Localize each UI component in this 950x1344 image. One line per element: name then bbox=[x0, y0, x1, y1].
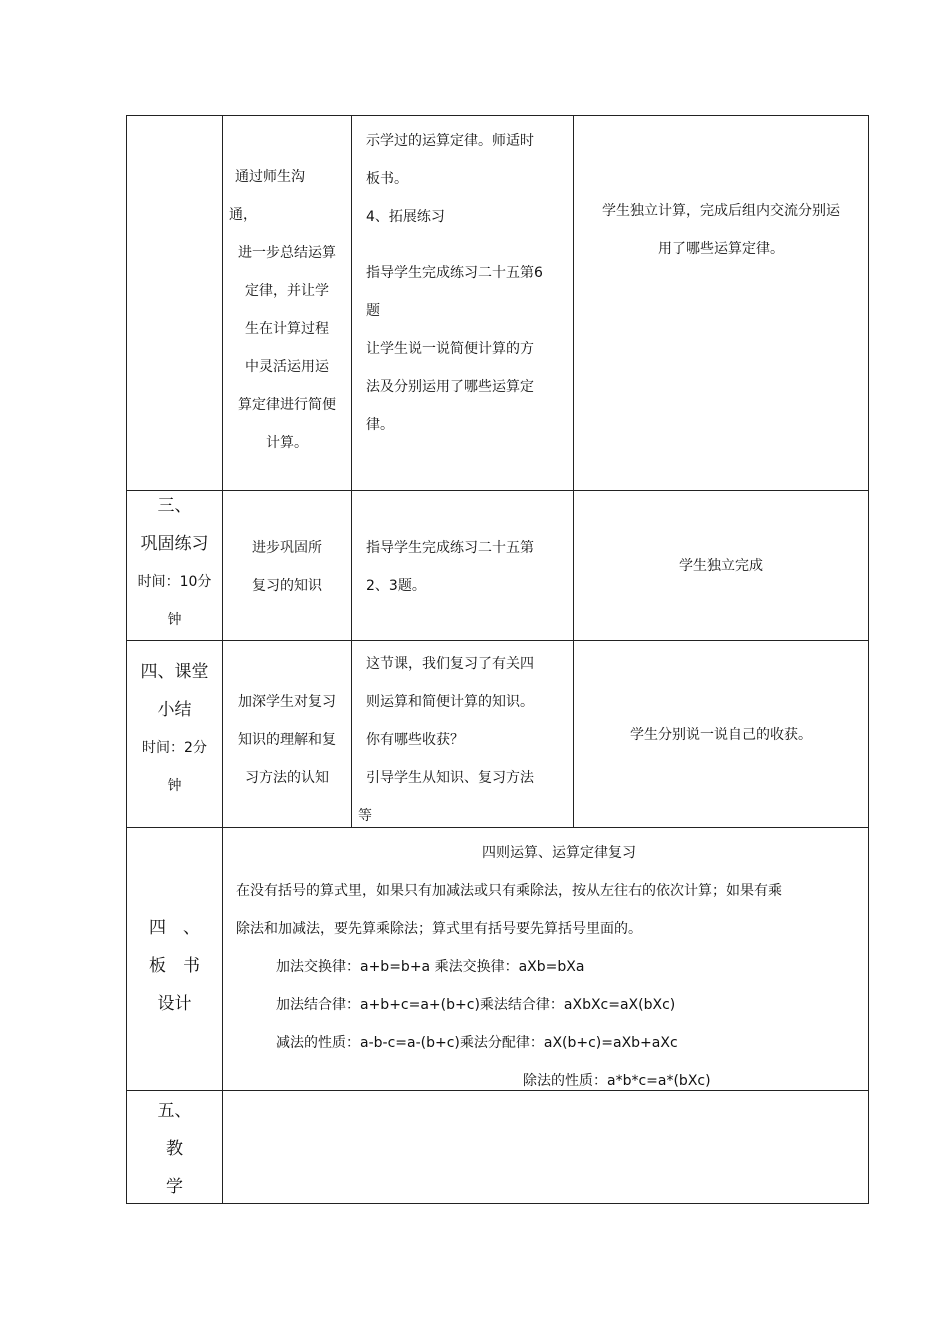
student-line: 学生独立计算，完成后组内交流分别运 bbox=[602, 203, 840, 219]
stage-line: 五、 bbox=[157, 1101, 192, 1121]
teacher-activity-cell bbox=[358, 645, 572, 835]
student-activity-cell bbox=[574, 547, 868, 585]
stage-title: 小结 bbox=[157, 700, 192, 720]
teacher-line: 题 bbox=[366, 303, 380, 319]
student-line: 用了哪些运算定律。 bbox=[658, 241, 784, 257]
goal-cell bbox=[223, 529, 351, 605]
student-line: 学生分别说一说自己的收获。 bbox=[630, 727, 812, 743]
row-divider bbox=[126, 490, 869, 491]
stage-cell bbox=[127, 909, 222, 1023]
stage-time-unit: 钟 bbox=[167, 612, 182, 628]
row-divider bbox=[126, 640, 869, 641]
goal-line: 进一步总结运算 bbox=[238, 245, 336, 261]
stage-line: 四 、 bbox=[149, 918, 200, 938]
stage-cell bbox=[127, 487, 222, 639]
teacher-line: 则运算和简便计算的知识。 bbox=[366, 694, 534, 710]
stage-time: 时间：2分 bbox=[142, 740, 207, 756]
teacher-line: 法及分别运用了哪些运算定 bbox=[366, 379, 534, 395]
teacher-line: 让学生说一说简便计算的方 bbox=[366, 341, 534, 357]
stage-cell bbox=[127, 1092, 222, 1206]
column-divider bbox=[351, 115, 352, 828]
student-line: 学生独立完成 bbox=[679, 558, 763, 574]
board-title: 四则运算、运算定律复习 bbox=[482, 845, 636, 861]
goal-line: 习方法的认知 bbox=[245, 770, 329, 786]
goal-line: 计算。 bbox=[266, 435, 308, 451]
board-design-cell bbox=[236, 834, 868, 1100]
board-law-line: 加法结合律：a+b+c=a+(b+c)乘法结合律：aXbXc=aX(bXc) bbox=[276, 997, 676, 1013]
stage-cell bbox=[127, 653, 222, 805]
teacher-line: 这节课，我们复习了有关四 bbox=[366, 656, 534, 672]
teacher-line: 律。 bbox=[366, 417, 394, 433]
board-paragraph-line: 在没有括号的算式里，如果只有加减法或只有乘除法，按从左往右的依次计算；如果有乘 bbox=[236, 883, 782, 899]
goal-line: 通过师生沟 bbox=[235, 169, 305, 185]
teacher-activity-cell bbox=[366, 122, 572, 444]
stage-time-unit: 钟 bbox=[167, 778, 182, 794]
goal-line: 生在计算过程 bbox=[245, 321, 329, 337]
table-border-top bbox=[126, 115, 869, 116]
teacher-line: 示学过的运算定律。师适时 bbox=[366, 133, 534, 149]
teacher-line: 引导学生从知识、复习方法 bbox=[366, 770, 534, 786]
goal-cell bbox=[223, 683, 351, 797]
stage-line: 学 bbox=[166, 1177, 183, 1197]
board-law-line: 减法的性质：a-b-c=a-(b+c)乘法分配律：aX(b+c)=aXb+aXc bbox=[276, 1035, 678, 1051]
stage-number: 三、 bbox=[157, 496, 192, 516]
goal-line: 复习的知识 bbox=[252, 578, 322, 594]
goal-line: 加深学生对复习 bbox=[238, 694, 336, 710]
board-law-line: 加法交换律：a+b=b+a 乘法交换律：aXb=bXa bbox=[276, 959, 585, 975]
stage-title: 巩固练习 bbox=[140, 534, 209, 554]
goal-line: 算定律进行简便 bbox=[238, 397, 336, 413]
goal-cell bbox=[223, 158, 351, 462]
stage-line: 设计 bbox=[157, 994, 192, 1014]
student-activity-cell bbox=[574, 192, 868, 268]
teacher-line: 等 bbox=[358, 808, 372, 824]
teacher-activity-cell bbox=[366, 529, 572, 605]
stage-time: 时间：10分 bbox=[137, 574, 212, 590]
stage-number: 四、课堂 bbox=[140, 662, 209, 682]
teacher-line: 2、3题。 bbox=[366, 578, 426, 594]
board-law-line: 除法的性质：a*b*c=a*(bXc) bbox=[523, 1073, 711, 1089]
teacher-line: 你有哪些收获？ bbox=[366, 732, 464, 748]
goal-line: 知识的理解和复 bbox=[238, 732, 336, 748]
teacher-line: 指导学生完成练习二十五第6 bbox=[366, 265, 543, 281]
teacher-line: 指导学生完成练习二十五第 bbox=[366, 540, 534, 556]
board-paragraph-line: 除法和加减法，要先算乘除法；算式里有括号要先算括号里面的。 bbox=[236, 921, 642, 937]
goal-line: 定律，并让学 bbox=[245, 283, 329, 299]
student-activity-cell bbox=[574, 716, 868, 754]
goal-line: 通， bbox=[229, 207, 257, 223]
teacher-line: 板书。 bbox=[366, 171, 408, 187]
stage-line: 教 bbox=[166, 1139, 183, 1159]
stage-line: 板 书 bbox=[149, 956, 200, 976]
lesson-plan-table bbox=[126, 115, 869, 1204]
goal-line: 进步巩固所 bbox=[252, 540, 322, 556]
teacher-line: 4、拓展练习 bbox=[366, 209, 445, 225]
table-border-bottom bbox=[126, 1203, 869, 1204]
table-border-right bbox=[868, 115, 869, 1204]
goal-line: 中灵活运用运 bbox=[245, 359, 329, 375]
